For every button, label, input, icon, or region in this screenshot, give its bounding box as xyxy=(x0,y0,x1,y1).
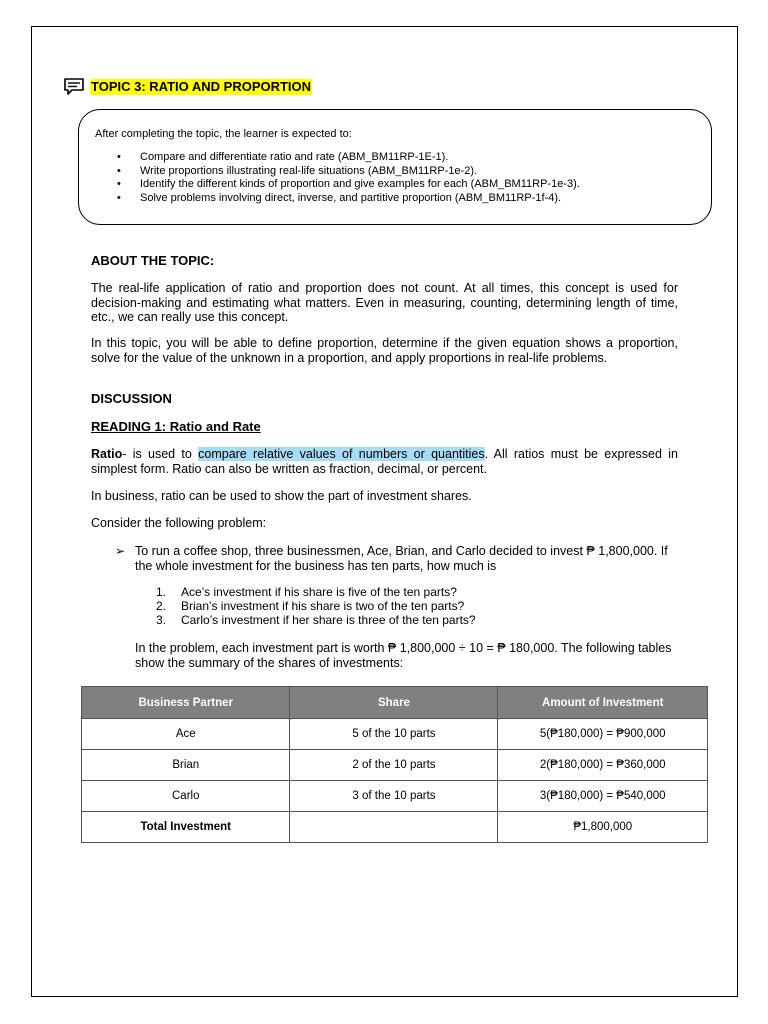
ratio-highlight: compare relative values of numbers or quantities xyxy=(198,447,485,461)
question-list xyxy=(156,585,476,627)
table-header-row xyxy=(82,687,708,719)
table-header: Amount of Investment xyxy=(498,687,708,719)
ratio-pre: - is used to xyxy=(122,447,199,461)
objectives-list xyxy=(95,151,580,205)
table-cell: Brian xyxy=(82,750,290,781)
table-total-row xyxy=(82,812,708,843)
table-cell xyxy=(290,812,498,843)
consider-text: Consider the following problem: xyxy=(91,516,267,530)
table-cell: Ace xyxy=(82,719,290,750)
investment-table xyxy=(81,686,708,843)
table-row xyxy=(82,781,708,812)
reading-title: READING 1: Ratio and Rate xyxy=(91,419,261,434)
table-row xyxy=(82,750,708,781)
total-label: Total Investment xyxy=(82,812,290,843)
question-item: 2. Brian’s investment if his share is two of the ten parts? xyxy=(156,599,465,613)
ratio-definition xyxy=(91,447,678,476)
table-cell: Carlo xyxy=(82,781,290,812)
total-amount: ₱1,800,000 xyxy=(498,812,708,843)
table-cell: 3 of the 10 parts xyxy=(290,781,498,812)
table-header: Business Partner xyxy=(82,687,290,719)
ratio-post: . All ratios must be expressed in simplest form. Ratio can also be written as fraction, decimal, or percent. xyxy=(91,447,678,476)
objective-item: • Identify the different kinds of proportion and give examples for each (ABM_BM11RP-1e-3). xyxy=(95,178,580,192)
table-cell: 5(₱180,000) = ₱900,000 xyxy=(498,719,708,750)
objectives-intro: After completing the topic, the learner is expected to: xyxy=(95,128,352,140)
table-cell: 2(₱180,000) = ₱360,000 xyxy=(498,750,708,781)
business-text: In business, ratio can be used to show the part of investment shares. xyxy=(91,489,472,503)
question-item: 1. Ace’s investment if his share is five of the ten parts? xyxy=(156,585,457,599)
question-item: 3. Carlo’s investment if her share is three of the ten parts? xyxy=(156,613,476,627)
table-row xyxy=(82,719,708,750)
table-header: Share xyxy=(290,687,498,719)
arrow-bullet-icon: ➢ xyxy=(115,544,126,558)
table-cell: 2 of the 10 parts xyxy=(290,750,498,781)
summary-text: In the problem, each investment part is worth ₱ 1,800,000 ÷ 10 = ₱ 180,000. The following tables show the summary of the shares of investments: xyxy=(135,641,672,670)
objectives-box xyxy=(78,109,712,225)
discussion-heading: DISCUSSION xyxy=(91,391,172,406)
speech-bubble-icon xyxy=(63,77,85,97)
topic-header xyxy=(63,77,312,97)
objective-item: • Compare and differentiate ratio and rate (ABM_BM11RP-1E-1). xyxy=(95,151,580,165)
objective-item: • Solve problems involving direct, inverse, and partitive proportion (ABM_BM11RP-1f-4). xyxy=(95,192,580,206)
topic-title: TOPIC 3: RATIO AND PROPORTION xyxy=(91,79,312,94)
ratio-term: Ratio xyxy=(91,447,123,461)
about-paragraph-1: The real-life application of ratio and proportion does not count. At all times, this concept is used for decision-making and estimating what matters. Even in measuring, counting, determining length of time, etc., we can really use this concept. xyxy=(91,281,678,324)
table-cell: 3(₱180,000) = ₱540,000 xyxy=(498,781,708,812)
problem-text: To run a coffee shop, three businessmen, Ace, Brian, and Carlo decided to invest ₱ 1,800,000. If the whole investment for the business has ten parts, how much is xyxy=(135,544,668,573)
table-cell: 5 of the 10 parts xyxy=(290,719,498,750)
about-paragraph-2: In this topic, you will be able to define proportion, determine if the given equation shows a proportion, solve for the value of the unknown in a proportion, and apply proportions in real-life problems. xyxy=(91,336,678,365)
objective-item: • Write proportions illustrating real-life situations (ABM_BM11RP-1e-2). xyxy=(95,165,580,179)
about-heading: ABOUT THE TOPIC: xyxy=(91,253,215,268)
